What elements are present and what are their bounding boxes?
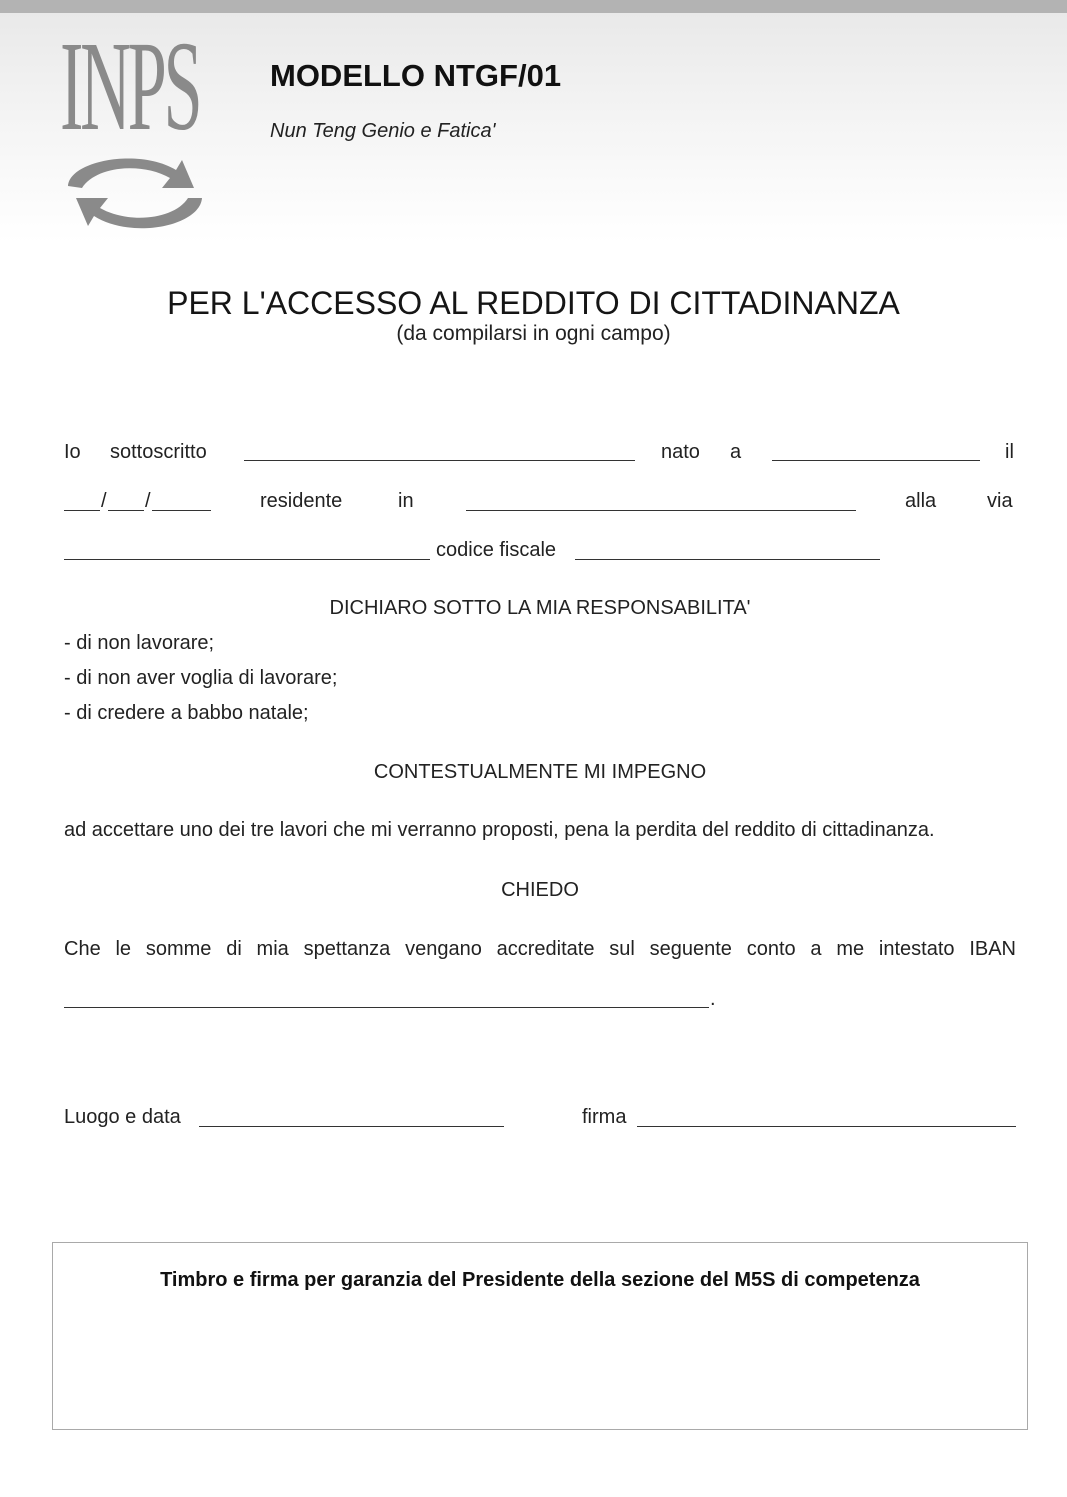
inps-logo xyxy=(60,15,210,236)
label-io: Io xyxy=(64,441,81,463)
request-heading: CHIEDO xyxy=(501,879,579,901)
label-residente: residente xyxy=(260,490,343,512)
birthplace-field-line[interactable] xyxy=(772,460,980,461)
iban-period: . xyxy=(710,988,716,1010)
label-a: a xyxy=(730,441,742,463)
document-subtitle: (da compilarsi in ogni campo) xyxy=(396,322,671,345)
residence-field-line[interactable] xyxy=(466,510,856,511)
label-codice-fiscale: codice fiscale xyxy=(436,539,557,561)
commitment-text: ad accettare uno dei tre lavori che mi verranno proposti, pena la perdita del reddito di cittadinanza. xyxy=(64,819,935,841)
date-slash-2: / xyxy=(145,490,151,512)
stamp-box xyxy=(52,1242,1028,1430)
birth-year-field-line[interactable] xyxy=(152,510,211,511)
declaration-item: - di non aver voglia di lavorare; xyxy=(64,667,338,689)
request-text: Che le somme di mia spettanza vengano accreditate sul seguente conto a me intestato IBAN xyxy=(64,938,1016,960)
document-title: PER L'ACCESSO AL REDDITO DI CITTADINANZA xyxy=(167,285,900,321)
label-sottoscritto: sottoscritto xyxy=(110,441,207,463)
iban-field-line[interactable] xyxy=(64,1007,709,1008)
label-via: via xyxy=(987,490,1013,512)
label-signature: firma xyxy=(582,1106,627,1128)
place-date-field-line[interactable] xyxy=(199,1126,504,1127)
name-field-line[interactable] xyxy=(244,460,635,461)
label-il: il xyxy=(1005,441,1014,463)
label-place-date: Luogo e data xyxy=(64,1106,181,1128)
label-in: in xyxy=(398,490,414,512)
label-alla: alla xyxy=(905,490,937,512)
tax-code-field-line[interactable] xyxy=(575,559,880,560)
top-bar xyxy=(0,0,1067,13)
signature-field-line[interactable] xyxy=(637,1126,1016,1127)
label-nato: nato xyxy=(661,441,700,463)
model-subtitle: Nun Teng Genio e Fatica' xyxy=(270,120,496,142)
date-slash-1: / xyxy=(101,490,107,512)
street-field-line[interactable] xyxy=(64,559,430,560)
declaration-item: - di credere a babbo natale; xyxy=(64,702,309,724)
model-title: MODELLO NTGF/01 xyxy=(270,58,562,93)
inps-logo-text: INPS xyxy=(60,15,200,157)
declaration-heading: DICHIARO SOTTO LA MIA RESPONSABILITA' xyxy=(329,597,751,619)
birth-month-field-line[interactable] xyxy=(108,510,144,511)
birth-day-field-line[interactable] xyxy=(64,510,100,511)
commitment-heading: CONTESTUALMENTE MI IMPEGNO xyxy=(373,761,707,783)
stamp-box-label: Timbro e firma per garanzia del Presidente della sezione del M5S di competenza xyxy=(160,1269,920,1291)
inps-arrows-icon xyxy=(60,152,210,236)
declaration-item: - di non lavorare; xyxy=(64,632,215,654)
